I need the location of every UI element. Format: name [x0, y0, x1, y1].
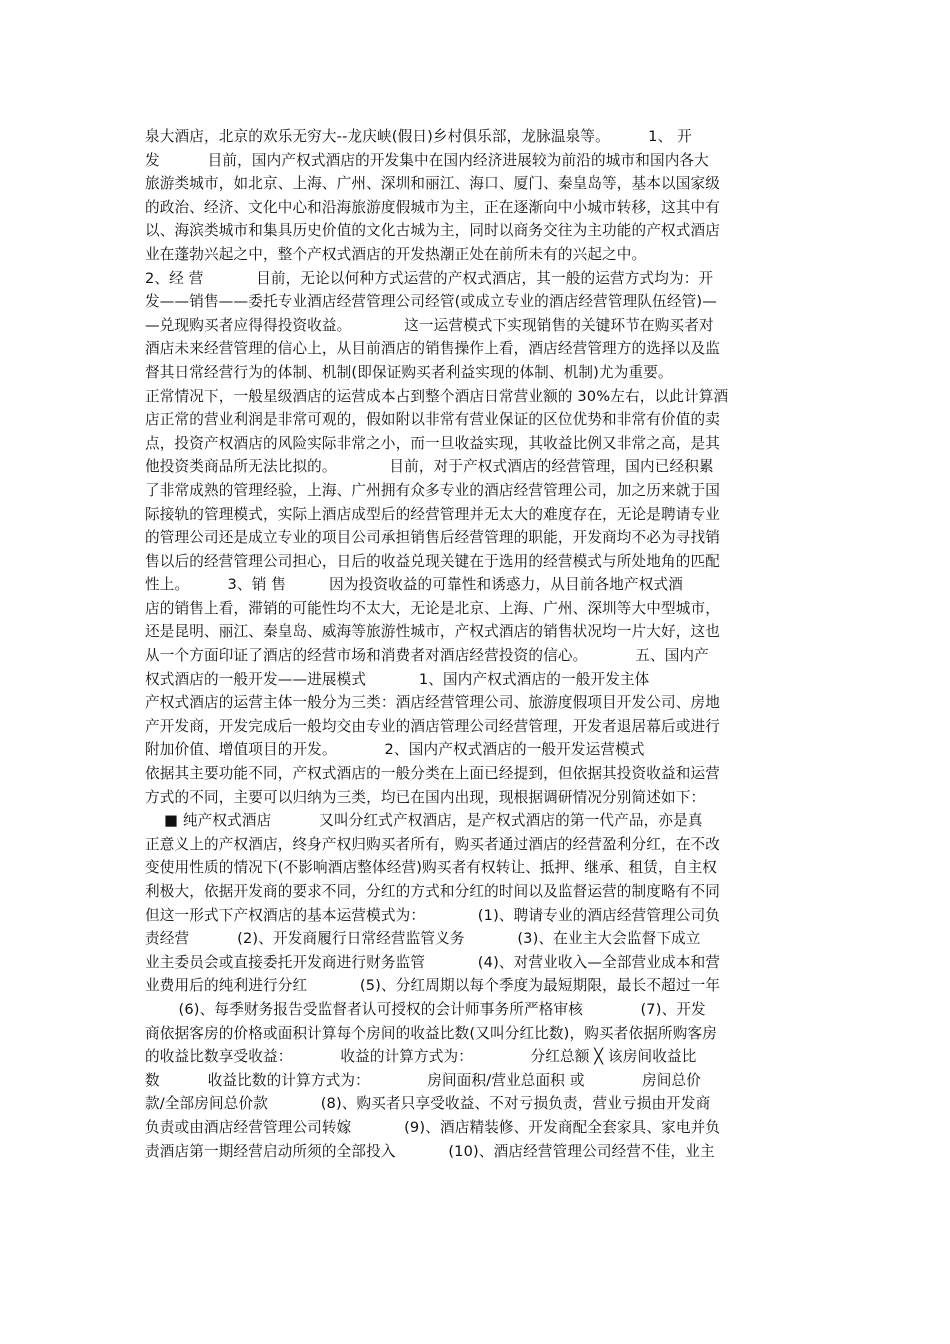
text-line: —兑现购买者应得得投资收益。 这一运营模式下实现销售的关键环节在购买者对	[145, 316, 714, 334]
text-line: 以、海滨类城市和集具历史价值的文化古城为主，同时以商务交往为主功能的产权式酒店	[145, 222, 721, 240]
text-line: 权式酒店的一般开发——进展模式 1、国内产权式酒店的一般开发主体	[145, 670, 650, 688]
text-line: 依据其主要功能不同，产权式酒店的一般分类在上面已经提到，但依据其投资收益和运营	[145, 765, 721, 783]
text-line: 从一个方面印证了酒店的经营市场和消费者对酒店经营投资的信心。 五、国内产	[145, 647, 709, 665]
text-line: 方式的不同，主要可以归纳为三类，均已在国内出现，现根据调研情况分别简述如下：	[145, 788, 706, 806]
text-line: 售以后的经营管理公司担心，日后的收益兑现关键在于选用的经营模式与所处地角的匹配	[145, 552, 721, 570]
text-line: 性上。 3、销 售 因为投资收益的可靠性和诱惑力，从目前各地产权式酒	[145, 576, 683, 594]
text-line: 正常情况下，一般星级酒店的运营成本占到整个酒店日常营业额的 30%左右，以此计算酒	[145, 387, 729, 405]
text-line: 2、经 营 目前，无论以何种方式运营的产权式酒店，其一般的运营方式均为：开	[145, 269, 714, 287]
text-line: 督其日常经营行为的体制、机制(即保证购买者利益实现的体制、机制)尤为重要。	[145, 363, 673, 381]
text-line: 产权式酒店的运营主体一般分为三类：酒店经营管理公司、旅游度假项目开发公司、房地	[145, 694, 721, 712]
text-line: 店正常的营业利润是非常可观的，假如附以非常有营业保证的区位优势和非常有价值的卖	[145, 411, 721, 429]
text-line: 业费用后的纯利进行分红 (5)、分红周期以每个季度为最短期限，最长不超过一年	[145, 977, 721, 995]
text-line: 责经营 (2)、开发商履行日常经营监管义务 (3)、在业主大会监督下成立	[145, 930, 701, 948]
text-line: 数 收益比数的计算方式为： 房间面积/营业总面积 或 房间总价	[145, 1071, 702, 1089]
text-line: 点，投资产权酒店的风险实际非常之小，而一旦收益实现，其收益比例又非常之高，是其	[145, 434, 721, 452]
text-line: 款/全部房间总价款 (8)、购买者只享受收益、不对亏损负责，营业亏损由开发商	[145, 1095, 711, 1113]
text-line: 的管理公司还是成立专业的项目公司承担销售后经营管理的职能，开发商均不必为寻找销	[145, 529, 721, 547]
text-line: 责酒店第一期经营启动所须的全部投入 (10)、酒店经营管理公司经营不佳，业主	[145, 1142, 715, 1160]
text-line: 酒店未来经营管理的信心上，从目前酒店的销售操作上看，酒店经营管理方的选择以及监	[145, 340, 721, 358]
text-line: 负责或由酒店经营管理公司转嫁 (9)、酒店精装修、开发商配全套家具、家电并负	[145, 1118, 721, 1136]
text-line: (6)、每季财务报告受监督者认可授权的会计师事务所严格审核 (7)、开发	[145, 1000, 706, 1018]
text-line: 际接轨的管理模式，实际上酒店成型后的经营管理并无太大的难度存在，无论是聘请专业	[145, 505, 721, 523]
text-line: 商依据客房的价格或面积计算每个房间的收益比数(又叫分红比数)，购买者依据所购客房	[145, 1024, 717, 1042]
document-body	[145, 125, 807, 1163]
text-line: 旅游类城市，如北京、上海、广州、深圳和丽江、海口、厦门、秦皇岛等，基本以国家级	[145, 175, 721, 193]
text-line: 了非常成熟的管理经验，上海、广州拥有众多专业的酒店经营管理公司，加之历来就于国	[145, 481, 721, 499]
text-line: 产开发商，开发完成后一般均交由专业的酒店管理公司经营管理，开发者退居幕后或进行	[145, 717, 721, 735]
text-line: 还是昆明、丽江、秦皇岛、威海等旅游性城市，产权式酒店的销售状况均一片大好，这也	[145, 623, 721, 641]
text-line: 的收益比数享受收益： 收益的计算方式为： 分红总额 ╳ 该房间收益比	[145, 1048, 697, 1066]
text-line: 附加价值、增值项目的开发。 2、国内产权式酒店的一般开发运营模式	[145, 741, 645, 759]
text-line: 泉大酒店，北京的欢乐无穷大--龙庆峡(假日)乡村俱乐部，龙脉温泉等。 1、 开	[145, 128, 692, 145]
text-line: ■ 纯产权式酒店 又叫分红式产权酒店，是产权式酒店的第一代产品，亦是真	[145, 812, 703, 830]
text-line: 变使用性质的情况下(不影响酒店整体经营)购买者有权转让、抵押、继承、租赁，自主权	[145, 859, 717, 877]
text-line: 业在蓬勃兴起之中，整个产权式酒店的开发热潮正处在前所未有的兴起之中。	[145, 245, 647, 263]
text-line: 正意义上的产权酒店，终身产权归购买者所有，购买者通过酒店的经营盈利分红，在不改	[145, 835, 721, 853]
text-line: 他投资类商品所无法比拟的。 目前，对于产权式酒店的经营管理，国内已经积累	[145, 458, 714, 476]
text-line: 业主委员会或直接委托开发商进行财务监管 (4)、对营业收入—全部营业成本和营	[145, 953, 721, 971]
text-line: 发 目前，国内产权式酒店的开发集中在国内经济进展较为前沿的城市和国内各大	[145, 151, 709, 169]
text-line: 的政治、经济、文化中心和沿海旅游度假城市为主，正在逐渐向中小城市转移，这其中有	[145, 198, 721, 216]
text-line: 店的销售上看，滞销的可能性均不太大，无论是北京、上海、广州、深圳等大中型城市，	[145, 599, 721, 617]
text-line: 但这一形式下产权酒店的基本运营模式为： (1)、聘请专业的酒店经营管理公司负	[145, 906, 721, 924]
text-line: 发——销售——委托专业酒店经营管理公司经管(或成立专业的酒店经营管理队伍经管)—	[145, 293, 717, 311]
text-line: 利极大，依据开发商的要求不同，分红的方式和分红的时间以及监督运营的制度略有不同	[145, 883, 721, 900]
